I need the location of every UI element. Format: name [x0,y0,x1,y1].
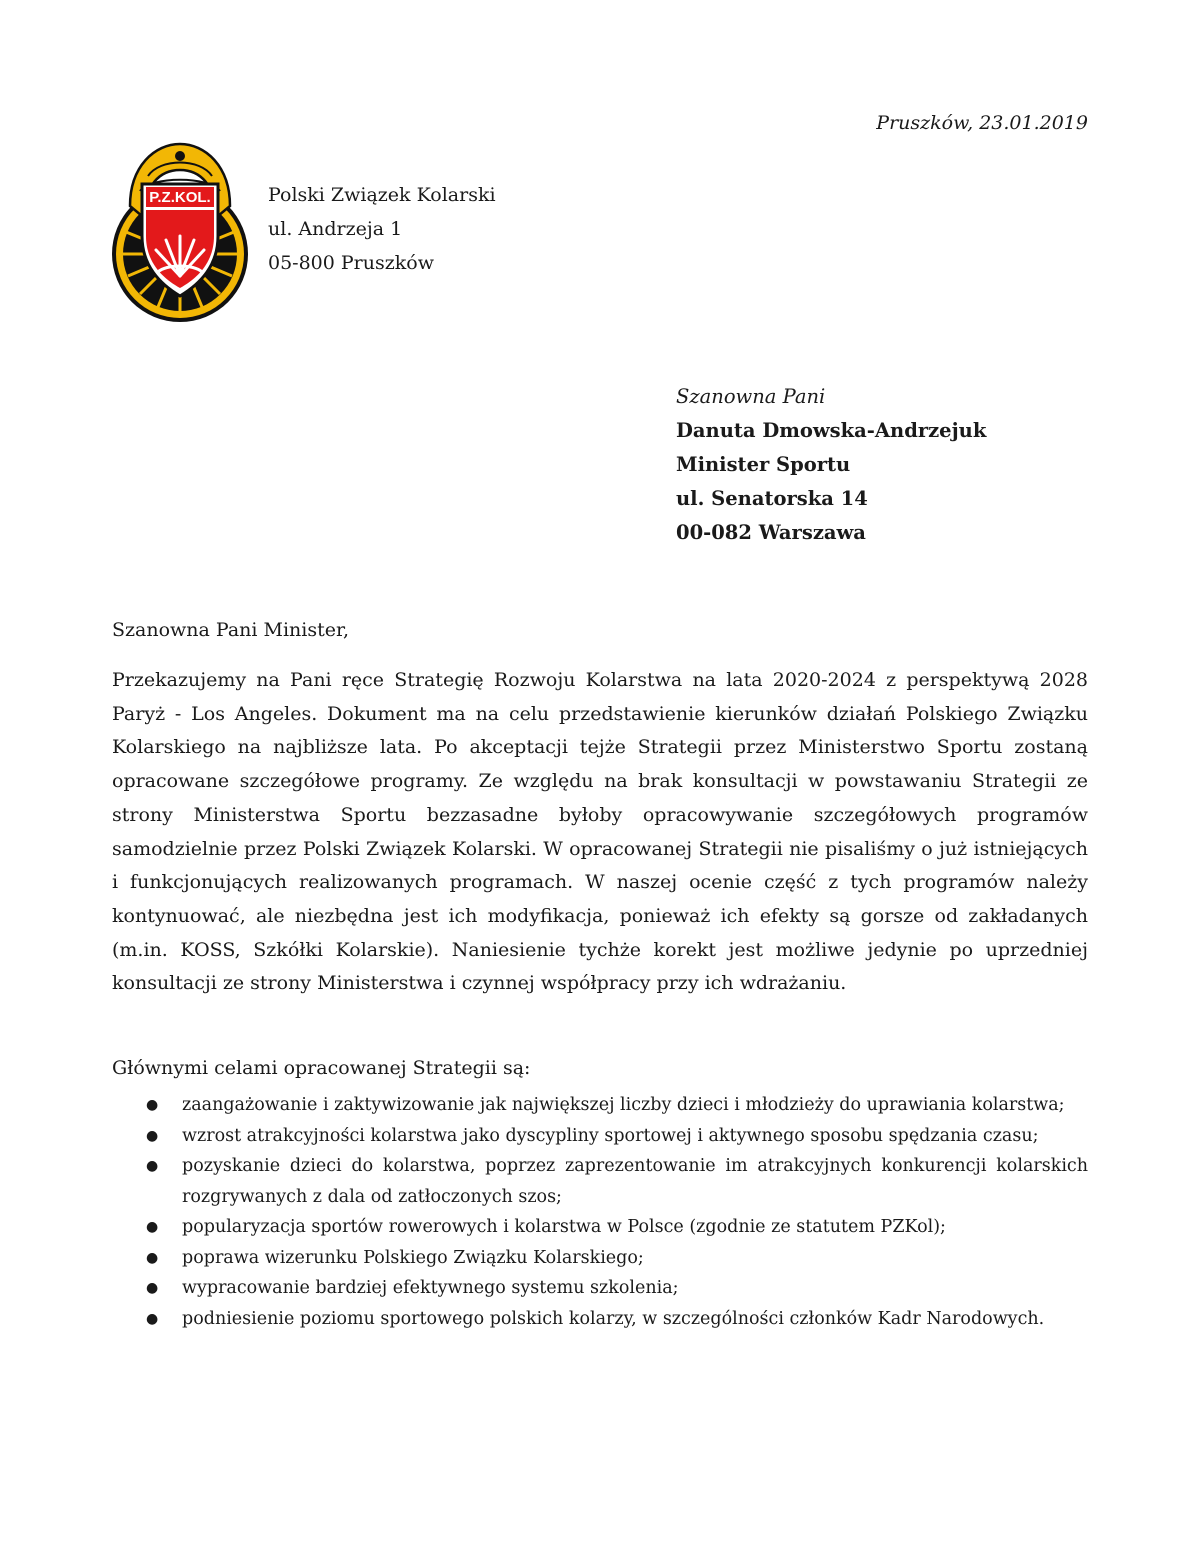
bullet-icon: ● [146,1127,159,1144]
bullet-icon: ● [146,1219,159,1235]
bullet-icon: ● [146,1158,159,1174]
logo-text: P.Z.KOL. [149,189,211,206]
letter-greeting: Szanowna Pani Minister, [112,619,350,641]
sender-address [268,178,496,280]
recipient-salutation: Szanowna Pani [676,385,826,408]
recipient-title: Minister Sportu [676,453,851,476]
bullet-icon: ● [146,1097,159,1113]
list-item: ● poprawa wizerunku Polskiego Związku Kolarskiego; [112,1243,1088,1274]
letter-body: Przekazujemy na Pani ręce Strategię Rozwoju Kolarstwa na lata 2020-2024 z perspektywą 2028 Paryż - Los Angeles. Dokument ma na celu przedstawienie kierunków działań Polskiego Związku Kolarskiego na najbliższe lata. Po akceptacji tejże Strategii przez Ministerstwo Sportu zostaną opracowane szczegółowe programy. Ze względu na brak konsultacji w powstawaniu Strategii ze strony Ministerstwa Sportu bezzasadne byłoby opracowywanie szczegółowych programów samodzielnie przez Polski Związek Kolarski. W opracowanej Strategii nie pisaliśmy o już istniejących i funkcjonujących realizowanych programach. W naszej ocenie część z tych programów należy kontynuować, ale niezbędna jest ich modyfikacja, ponieważ ich efekty są gorsze od zakładanych (m.in. KOSS, Szkółki Kolarskie). Naniesienie tychże korekt jest możliwe jedynie po uprzedniej konsultacji ze strony Ministerstwa i czynnej współpracy przy ich wdrażaniu. [112,669,1088,995]
list-item: ● wypracowanie bardziej efektywnego systemu szkolenia; [112,1273,1088,1304]
sender-city: 05-800 Pruszków [268,252,434,274]
bullet-icon: ● [146,1280,159,1296]
recipient-address [676,380,986,550]
list-item: ● podniesienie poziomu sportowego polskich kolarzy, w szczególności członków Kadr Narodowych. [112,1304,1088,1335]
pzkol-logo [110,136,250,326]
list-item: ● popularyzacja sportów rowerowych i kolarstwa w Polsce (zgodnie ze statutem PZKol); [112,1212,1088,1243]
list-item: ● pozyskanie dzieci do kolarstwa, poprzez zaprezentowanie im atrakcyjnych konkurencji kolarskich rozgrywanych z dala od zatłoczonych szos; [112,1151,1088,1212]
recipient-street: ul. Senatorska 14 [676,487,868,510]
list-item: ● zaangażowanie i zaktywizowanie jak największej liczby dzieci i młodzieży do uprawiania kolarstwa; [112,1090,1088,1121]
sender-street: ul. Andrzeja 1 [268,218,403,240]
bullet-icon: ● [146,1249,159,1266]
sender-name: Polski Związek Kolarski [268,184,496,206]
goals-intro: Głównymi celami opracowanej Strategii są: [112,1057,531,1079]
recipient-city: 00-082 Warszawa [676,521,866,544]
recipient-name: Danuta Dmowska-Andrzejuk [676,419,987,442]
goals-list [112,1090,1088,1334]
bullet-icon: ● [146,1310,159,1327]
letter-date: Pruszków, 23.01.2019 [876,112,1088,134]
list-item: ● wzrost atrakcyjności kolarstwa jako dyscypliny sportowej i aktywnego sposobu spędzania czasu; [112,1121,1088,1152]
